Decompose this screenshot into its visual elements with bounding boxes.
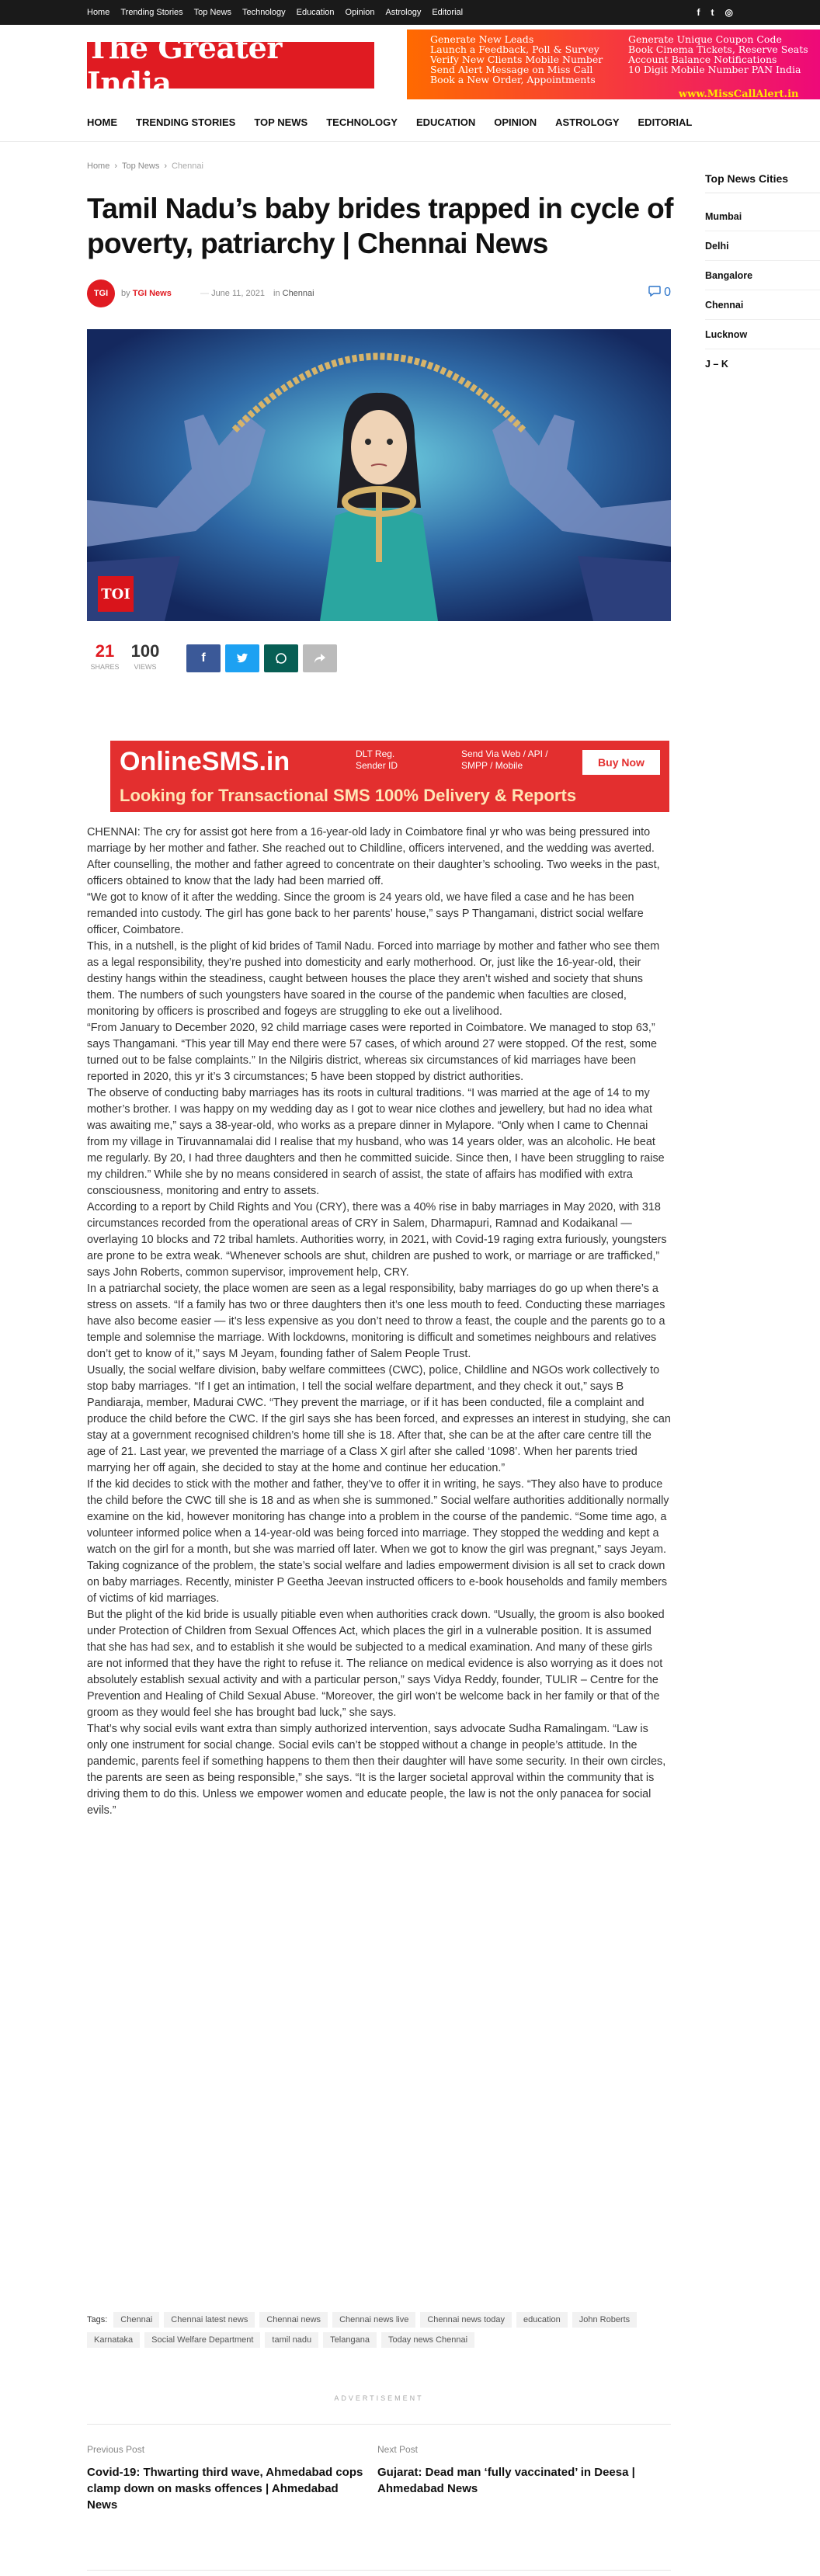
whatsapp-icon — [275, 652, 287, 665]
paragraph: CHENNAI: The cry for assist got here from a 16-year-old lady in Coimbatore final yr who was being pressured into marriage by her mother and father. She reached out to Childline, officers intervened, and the wedding was averted. After counselling, the mother and father agreed to concentrate on their daughter’s schooling. Two weeks in the past, officers obtained to know that the lady had been married off. — [87, 826, 660, 887]
top-nav-technology[interactable]: Technology — [241, 8, 286, 17]
top-nav-opinion[interactable]: Opinion — [345, 8, 375, 17]
main-nav — [87, 109, 692, 135]
tag-chip[interactable]: John Roberts — [572, 2312, 637, 2328]
facebook-icon[interactable]: f — [697, 7, 700, 18]
nav-editorial[interactable]: EDITORIAL — [638, 116, 693, 128]
paragraph: Taking cognizance of the problem, the state’s social welfare and ladies empowerment division is all set to crack down on baby marriages. Recently, minister P Geetha Jeevan instructed officers to e-book households and family members of victims of kid marriages. — [87, 1560, 668, 1605]
view-label: VIEWS — [134, 663, 157, 671]
top-nav-home[interactable]: Home — [87, 8, 110, 17]
sidebar-title: Top News Cities — [705, 172, 789, 185]
breadcrumb-current[interactable]: Chennai — [171, 161, 203, 171]
paragraph: Usually, the social welfare division, baby welfare committees (CWC), police, Childline and NGOs work collectively to stop baby marriages. “If I get an intimation, I tell the social welfare department, and they check it out,” says B Pandiaraja, member, Madurai CWC. “They prevent the marriage, or if it has been conducted, file a complaint and produce the child before the CWC. If the girl says she has been forced, and expresses an interest in studying, she can stay at a government recognised children’s home till she is 18. After that, she can be at the after care centre till the age of 21. Last year, we prevented the marriage of a Class X girl after she called ‘1098’. When her parents tried marrying her off again, she decided to stay at the home and continue her education.” — [87, 1364, 671, 1474]
category — [273, 289, 314, 298]
child-bride-noose-illustration — [87, 329, 671, 621]
nav-education[interactable]: EDUCATION — [415, 116, 476, 128]
nav-home[interactable]: HOME — [87, 116, 117, 128]
breadcrumb-separator: › — [164, 161, 167, 171]
nav-trending[interactable]: TRENDING STORIES — [136, 116, 236, 128]
ad-line: Verify New Clients Mobile Number — [430, 54, 603, 65]
share-facebook-button[interactable] — [186, 644, 221, 672]
ad-line: Generate New Leads — [430, 33, 534, 45]
divider — [87, 2424, 671, 2425]
twitter-icon[interactable]: t — [711, 7, 714, 18]
advertisement-label: ADVERTISEMENT — [334, 2394, 424, 2402]
share-count: 21 — [95, 641, 115, 661]
byline-prefix: by — [121, 289, 130, 298]
tag-chip[interactable]: education — [516, 2312, 568, 2328]
next-post-label: Next Post — [377, 2444, 419, 2455]
ad-line: Send Via Web / API / — [461, 748, 548, 759]
tag-list — [87, 2312, 671, 2348]
article-body — [87, 825, 671, 1819]
paragraph: “From January to December 2020, 92 child marriage cases were reported in Coimbatore. We managed to stop 63,” says Thangamani. “This year till May end there were 57 cases, of which around 27 were stopped. Of the rest, some turned out to be false complaints.” In the Nilgiris district, whereas six circumstances of kid marriages have been reported in 2020, this yr it’s 3 circumstances; 5 have been stopped by district authorities. — [87, 1022, 658, 1083]
article-title: Tamil Nadu’s baby brides trapped in cycle of poverty, patriarchy | Chennai News — [87, 193, 673, 259]
ad-tagline: Looking for Transactional SMS 100% Delivery & Reports — [120, 786, 577, 805]
nav-top-news[interactable]: TOP NEWS — [254, 116, 308, 128]
top-nav-astrology[interactable]: Astrology — [385, 8, 422, 17]
date-dash: — — [200, 289, 212, 298]
site-logo[interactable]: The Greater India — [87, 42, 374, 89]
paragraph: If the kid decides to stick with the mother and father, they’ve to offer it in writing, he says. “They also have to produce the child before the CWC till she is 18 and as when she is summoned.” Social welfare authorities additionally normally examine on the kid, however monitoring has change into a problem in the course of the pandemic. “Some time ago, a volunteer informed police when a 14-year-old was being forced into marriage. They stopped the wedding and kept a watch on the girl for a month, but she was married off later. When we got to know the girl was pregnant,” says Jeyam. — [87, 1478, 669, 1556]
tag-chip[interactable]: tamil nadu — [265, 2332, 318, 2348]
top-nav-education[interactable]: Education — [296, 8, 335, 17]
toi-badge: TOI — [98, 576, 134, 612]
ad-line: 10 Digit Mobile Number PAN India — [628, 64, 801, 75]
nav-divider — [0, 141, 820, 142]
tag-chip[interactable]: Chennai news live — [332, 2312, 415, 2328]
previous-post-title[interactable]: Covid-19: Thwarting third wave, Ahmedabad cops clamp down on masks offences | Ahmedabad News — [87, 2466, 363, 2512]
view-count: 100 — [130, 641, 160, 661]
share-icon — [314, 653, 326, 664]
top-bar — [0, 0, 820, 25]
ad-line: Launch a Feedback, Poll & Survey — [430, 43, 599, 55]
comments-count-text: 0 — [664, 286, 671, 299]
previous-post-label: Previous Post — [87, 2444, 145, 2455]
share-bar — [87, 640, 671, 679]
sidebar-city-list — [705, 202, 820, 379]
nav-opinion[interactable]: OPINION — [494, 116, 537, 128]
sms-ad-banner[interactable] — [110, 741, 669, 812]
author-avatar[interactable]: TGI — [87, 279, 115, 307]
sidebar-item-jk[interactable]: J – K — [705, 359, 728, 370]
tag-chip[interactable]: Chennai — [113, 2312, 159, 2328]
paragraph: But the plight of the kid bride is usually pitiable even when authorities crack down. “Usually, the groom is also booked under Protection of Children from Sexual Offences Act, which places the girl in a vulnerable position. It is assumed that she has had sex, and to establish it she would be subjected to a medical examination. And many of these girls are not informed that they have the right to refuse it. The reliance on medical evidence is also worrying as it does not absolutely establish sexual activity and with a particular person,” says Vidya Reddy, founder, TULIR – Centre for the Prevention and Healing of Child Sexual Abuse. “Moreover, the girl won’t be welcome back in her family or that of the groom as they would feel she has brought bad luck,” she says. — [87, 1609, 665, 1719]
share-more-button[interactable] — [303, 644, 337, 672]
byline — [121, 289, 172, 298]
tag-chip[interactable]: Karnataka — [87, 2332, 140, 2348]
previous-post[interactable] — [87, 2444, 367, 2513]
divider — [87, 2570, 671, 2571]
paragraph: “We got to know of it after the wedding. Since the groom is 24 years old, we have filed a case and he has been remanded into custody. The girl has gone back to her parents’ house,” says P Thangamani, district social welfare officer, Coimbatore. — [87, 891, 644, 936]
ad-send-via — [461, 748, 548, 772]
ad-line: Account Balance Notifications — [628, 54, 777, 65]
buy-now-button[interactable]: Buy Now — [582, 750, 660, 775]
top-nav — [87, 0, 463, 25]
author-link[interactable]: TGI News — [132, 289, 172, 298]
sidebar-item-lucknow[interactable]: Lucknow — [705, 320, 820, 349]
publish-date-text: June 11, 2021 — [211, 289, 265, 298]
paragraph: According to a report by Child Rights and You (CRY), there was a 40% rise in baby marriages in May 2020, with 318 circumstances recorded from the operational areas of CRY in Salem, Dharmapuri, Ramnad and Kodaikanal — overlaying 10 blocks and 72 tribal hamlets. Authorities worry, in 2021, with Covid-19 raging extra furiously, youngsters are prone to be extra weak. “Whenever schools are shut, children are pushed to work, or marriage or are trafficked,” says John Roberts, common supervisor, improvement help, CRY. — [87, 1201, 667, 1279]
ad-line: DLT Reg. — [356, 748, 395, 759]
instagram-icon[interactable]: ◎ — [724, 7, 733, 18]
tag-chip[interactable]: Telangana — [323, 2332, 377, 2348]
header-ad-left — [430, 34, 603, 85]
featured-image — [87, 329, 671, 621]
article-meta — [87, 279, 671, 307]
ad-dlt — [356, 748, 398, 772]
share-whatsapp-button[interactable] — [264, 644, 298, 672]
ad-line: Book a New Order, Appointments — [430, 74, 596, 85]
header-ad-right — [628, 34, 808, 75]
header-ad-url: www.MissCallAlert.in — [679, 89, 799, 99]
paragraph: That’s why social evils want extra than simply authorized intervention, says advocate Sudha Ramalingam. “Law is only one instrument for social change. Social evils can’t be stopped without a change in people’s attitude. In the pandemic, parents feel if something happens to them then their daughter will have some security. In their own circles, the parents are seen as being responsible,” she says. “It is the larger societal approval within the community that is driving them to do this. Unless we empower women and educate people, the law is not the only panacea for social evils.” — [87, 1723, 666, 1817]
tag-chip[interactable]: Chennai latest news — [164, 2312, 255, 2328]
paragraph: The observe of conducting baby marriages has its roots in cultural traditions. “I was married at the age of 14 to my mother’s brother. I was happy on my wedding day as I got to wear nice clothes and jewellery, but had no idea what was awaiting me,” says a 38-year-old, who works as a prepare dinner in Mylapore. “Only when I came to Chennai from my village in Tiruvannamalai did I realise that my husband, who was 14 years older, was an alcoholic. He beat me regularly. By 20, I had three daughters and then he committed suicide. Since then, I have been struggling to raise my children.” While she by no means considered in search of assist, the state of affairs has modified with extra consciousness, monitoring and entry to assets. — [87, 1087, 665, 1197]
next-post-title[interactable]: Gujarat: Dead man ‘fully vaccinated’ in Deesa | Ahmedabad News — [377, 2466, 635, 2495]
facebook-icon: f — [201, 651, 206, 665]
sidebar-item-mumbai[interactable]: Mumbai — [705, 202, 820, 231]
ad-line: Sender ID — [356, 760, 398, 771]
ad-line: Book Cinema Tickets, Reserve Seats — [628, 43, 808, 55]
next-post[interactable] — [377, 2444, 657, 2497]
ad-line: Send Alert Message on Miss Call — [430, 64, 593, 75]
tag-chip[interactable]: Social Welfare Department — [144, 2332, 260, 2348]
category-link[interactable]: Chennai — [282, 289, 314, 298]
category-prefix: in — [273, 289, 280, 298]
top-nav-editorial[interactable]: Editorial — [432, 8, 464, 17]
ad-line: Generate Unique Coupon Code — [628, 33, 782, 45]
share-label: SHARES — [90, 663, 120, 671]
tag-chip[interactable]: Chennai news — [259, 2312, 328, 2328]
comments-count[interactable] — [648, 286, 671, 300]
breadcrumb-separator: › — [114, 161, 118, 171]
paragraph: This, in a nutshell, is the plight of kid brides of Tamil Nadu. Forced into marriage by mother and father who see them as a legal responsibility, they’re pushed into domesticity and early motherhood. Or, just like the 16-year-old, their destiny hangs within the steadiness, caught between houses the place they aren’t wished and society that shuns them. The numbers of such youngsters have soared in the course of the pandemic when faculties are closed, monitoring by officers is proscribed and fogeys are struggling to eke out a livelihood. — [87, 940, 660, 1018]
tags-label: Tags: — [87, 2315, 108, 2324]
publish-date — [200, 289, 265, 298]
sidebar-item-bangalore[interactable]: Bangalore — [705, 261, 820, 290]
sidebar-item-chennai[interactable]: Chennai — [705, 290, 820, 320]
comment-icon — [648, 286, 661, 297]
share-twitter-button[interactable] — [225, 644, 259, 672]
paragraph: In a patriarchal society, the place women are seen as a legal responsibility, baby marriages do go up when there’s a stress on assets. “If a family has two or three daughters then it’s one less mouth to feed. Conducting these marriages have also become easier — it’s less expensive as you don’t need to throw a feast, the couple and the parents go to a temple and solemnise the marriage. With lockdowns, monitoring is difficult and sometimes neighbours and relatives don’t get to know of it,” says M Jeyam, founding father of Salem People Trust. — [87, 1283, 665, 1360]
social-links — [697, 0, 733, 25]
nav-astrology[interactable]: ASTROLOGY — [555, 116, 620, 128]
top-nav-top-news[interactable]: Top News — [193, 8, 231, 17]
tag-chip[interactable]: Chennai news today — [420, 2312, 512, 2328]
nav-technology[interactable]: TECHNOLOGY — [326, 116, 398, 128]
breadcrumb — [87, 161, 203, 171]
ad-brand: OnlineSMS.in — [120, 747, 290, 776]
sidebar-item-delhi[interactable]: Delhi — [705, 231, 820, 261]
breadcrumb-home[interactable]: Home — [87, 161, 110, 171]
tag-chip[interactable]: Today news Chennai — [381, 2332, 474, 2348]
header-ad-banner[interactable] — [407, 30, 820, 99]
breadcrumb-top-news[interactable]: Top News — [122, 161, 160, 171]
ad-line: SMPP / Mobile — [461, 760, 523, 771]
top-nav-trending[interactable]: Trending Stories — [120, 8, 183, 17]
twitter-icon — [236, 653, 248, 664]
